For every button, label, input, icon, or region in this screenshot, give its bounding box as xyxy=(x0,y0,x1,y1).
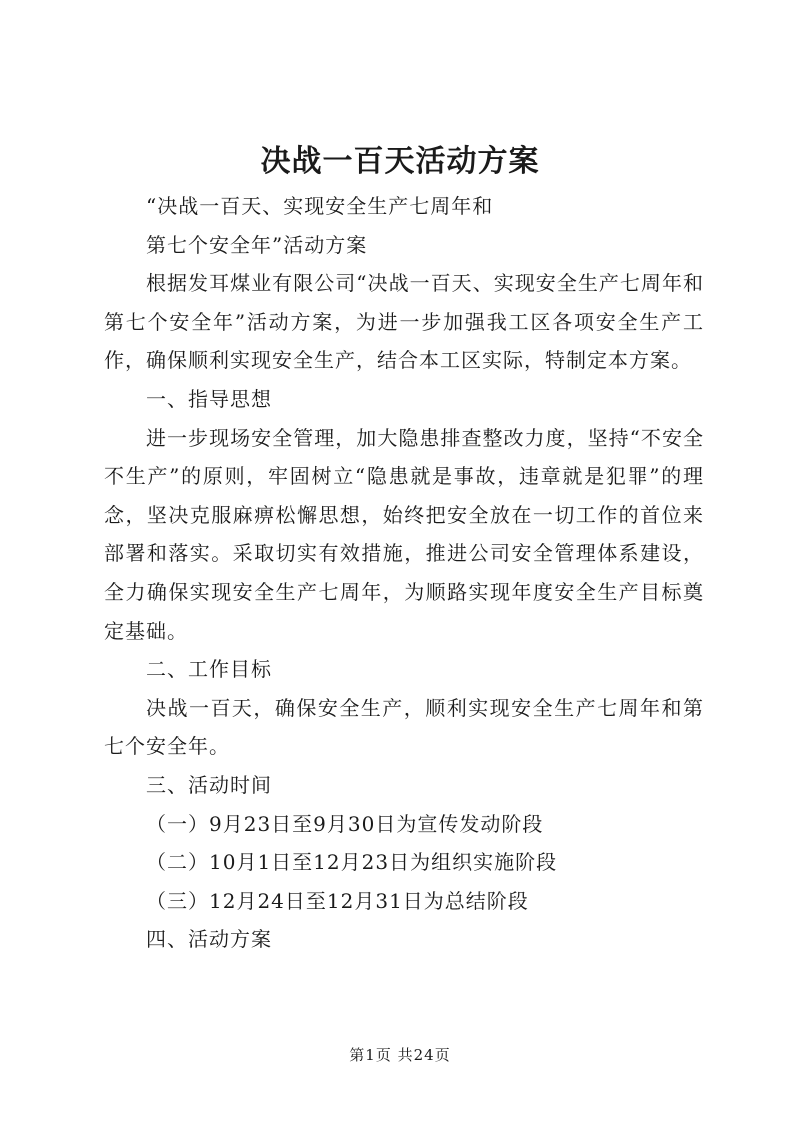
paragraph-subtitle-line-2: 第七个安全年”活动方案 xyxy=(146,232,368,257)
paragraph-work-goals: 决战一百天，确保安全生产，顺利实现安全生产七周年和第七个安全年。 xyxy=(104,695,704,759)
document-title: 决战一百天活动方案 xyxy=(260,144,540,179)
paragraph-guiding-ideology: 进一步现场安全管理，加大隐患排查整改力度，坚持“不安全不生产”的原则，牢固树立“隐患就是事故，违章就是犯罪”的理念，坚决克服麻痹松懈思想，始终把安全放在一切工作的首位来部署和落实。采取切实有效措施，推进公司安全管理体系建设，全力确保实现安全生产七周年，为顺路实现年度安全生产目标奠定基础。 xyxy=(104,425,704,643)
list-item-phase-3: （三）12月24日至12月31日为总结阶段 xyxy=(146,888,529,913)
section-heading-activity-time: 三、活动时间 xyxy=(146,772,272,797)
section-heading-work-goals: 二、工作目标 xyxy=(146,657,272,682)
list-item-phase-1: （一）9月23日至9月30日为宣传发动阶段 xyxy=(146,811,544,836)
section-heading-activity-plan: 四、活动方案 xyxy=(146,927,272,952)
paragraph-intro: 根据发耳煤业有限公司“决战一百天、实现安全生产七周年和第七个安全年”活动方案，为进一步加强我工区各项安全生产工作，确保顺利实现安全生产，结合本工区实际，特制定本方案。 xyxy=(104,271,704,373)
list-item-phase-2: （二）10月1日至12月23日为组织实施阶段 xyxy=(146,850,558,875)
paragraph-subtitle-line-1: “决战一百天、实现安全生产七周年和 xyxy=(146,194,494,218)
section-heading-guiding-ideology: 一、指导思想 xyxy=(146,386,272,411)
page-number-footer: 第1页 共24页 xyxy=(349,1046,451,1064)
document-body xyxy=(104,187,704,959)
